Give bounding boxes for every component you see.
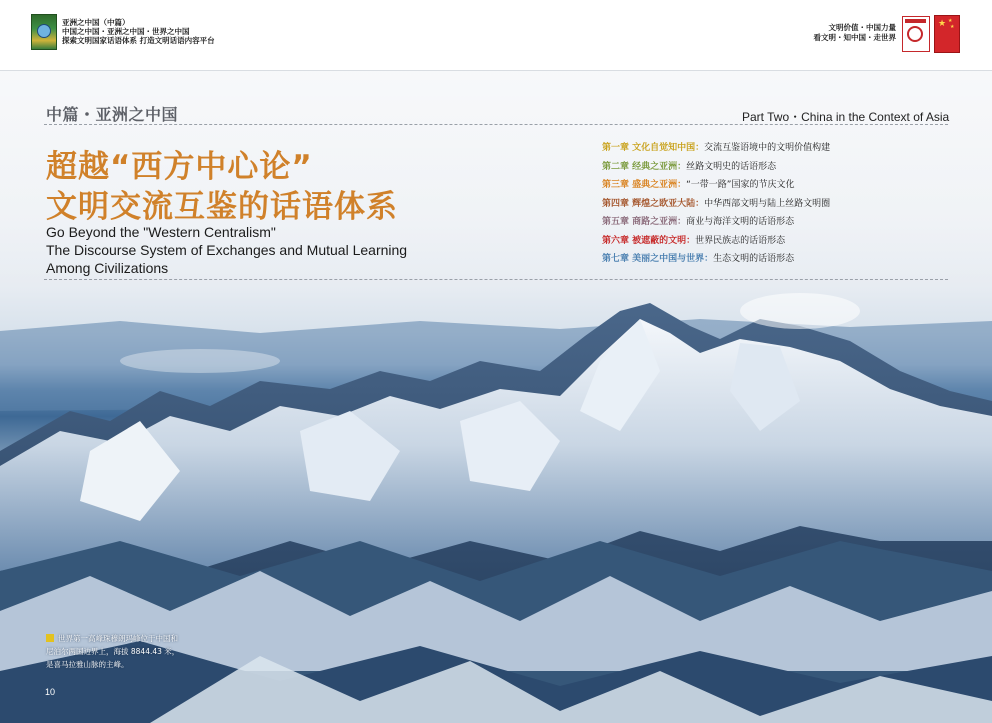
chapter-label: 第三章 盛典之亚洲：: [602, 180, 687, 190]
main-title-line-1: 超越“西方中心论”: [46, 149, 313, 185]
header-right-line-2: 看文明・知中国・走世界: [813, 33, 896, 42]
caption-line-3: 是喜马拉雅山脉的主峰。: [46, 660, 129, 669]
header-left-line-3: 探索文明国家话语体系 打造文明话语内容平台: [62, 36, 215, 45]
chapter-text: 世界民族志的话语形态: [695, 235, 786, 246]
divider-top: [44, 124, 948, 125]
chapter-item: [602, 250, 952, 269]
chapter-label: 第五章 商路之亚洲：: [602, 217, 687, 227]
chapter-list: [602, 139, 952, 269]
header-right-text: [814, 23, 897, 43]
chapter-label: 第七章 美丽之中国与世界：: [602, 254, 714, 264]
chapter-text: 交流互鉴语境中的文明价值构建: [704, 143, 831, 153]
main-title-line-2: 文明交流互鉴的话语体系: [46, 189, 398, 225]
chapter-item: [602, 195, 952, 214]
chapter-item: [602, 176, 952, 195]
header-right-line-1: 文明价值・中国力量: [828, 23, 896, 32]
chapter-label: 第四章 辉煌之欧亚大陆：: [602, 198, 705, 209]
page-header: [0, 0, 992, 71]
chapter-label: 第一章 文化自觉知中国：: [602, 143, 705, 153]
magazine-logo-icon: [31, 14, 57, 50]
chapter-item: [602, 232, 952, 251]
divider-bottom: [44, 279, 948, 280]
header-left-text: [62, 18, 215, 45]
emblem-badge-icon: [902, 16, 930, 52]
chapter-item: [602, 213, 952, 232]
caption-line-1: 世界第一高峰珠穆朗玛峰位于中国和: [58, 634, 178, 643]
chapter-item: [602, 139, 952, 158]
header-left-line-1: 亚洲之中国（中篇）: [62, 18, 130, 27]
flag-badge-icon: ★ ★ ★: [934, 15, 960, 53]
chapter-text: 生态文明的话语形态: [713, 254, 795, 264]
english-subtitle-line-2: The Discourse System of Exchanges and Mutual Learning: [46, 242, 408, 258]
page-number: 10: [45, 687, 56, 697]
chapter-text: “一带一路”国家的节庆文化: [686, 180, 795, 190]
chapter-item: [602, 158, 952, 177]
header-left-line-2: 中国之中国・亚洲之中国・世界之中国: [62, 27, 190, 36]
english-subtitle-line-3: Among Civilizations: [46, 260, 169, 276]
chapter-text: 中华西部文明与陆上丝路文明圈: [704, 198, 831, 209]
english-subtitle-line-1: Go Beyond the "Western Centralism": [46, 224, 276, 240]
caption-marker-icon: [46, 634, 54, 642]
chapter-label: 第六章 被遮蔽的文明：: [602, 235, 696, 246]
chapter-text: 商业与海洋文明的话语形态: [686, 217, 795, 227]
photo-caption: [46, 632, 216, 671]
part-title-en: Part Two・China in the Context of Asia: [742, 110, 950, 124]
chapter-label: 第二章 经典之亚洲：: [602, 161, 687, 172]
hero-section: [0, 71, 992, 723]
part-title-cn: 中篇・亚洲之中国: [46, 105, 179, 124]
caption-line-2: 尼泊尔两国边界上，海拔 8844.43 米，: [46, 647, 180, 656]
english-subtitle: [46, 223, 466, 277]
chapter-text: 丝路文明史的话语形态: [686, 161, 777, 172]
